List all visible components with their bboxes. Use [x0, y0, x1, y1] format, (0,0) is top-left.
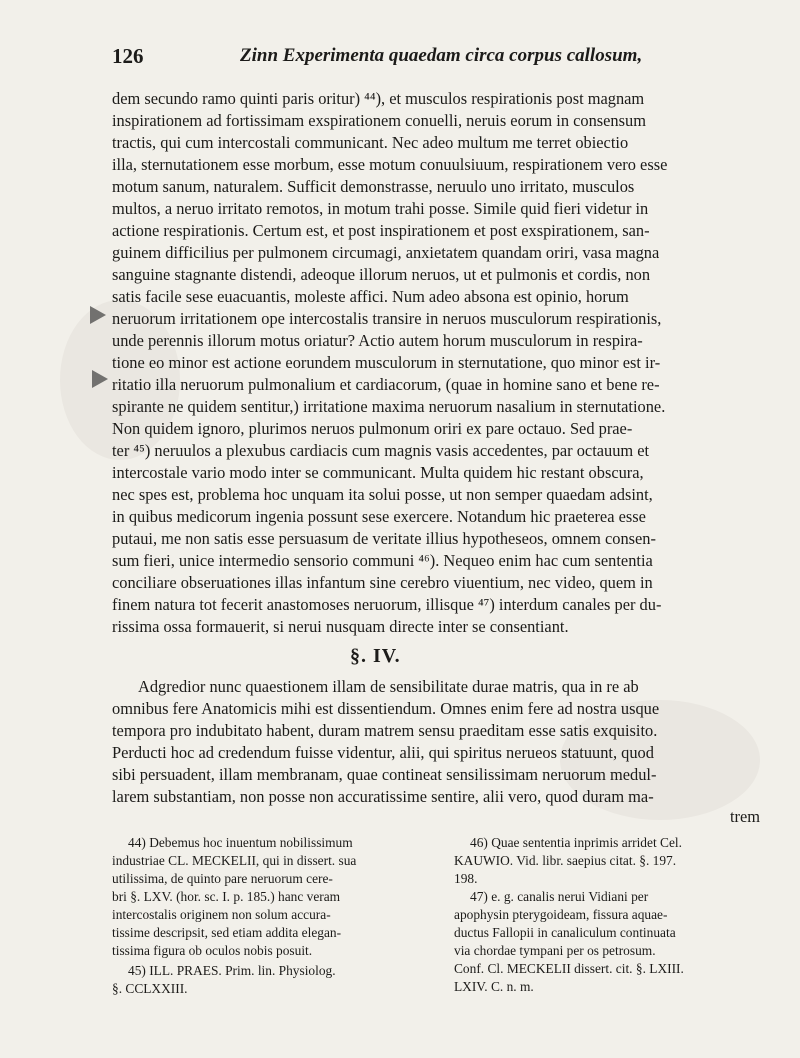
text-line: dem secundo ramo quinti paris oritur) ⁴⁴), et musculos respirationis post magnam — [112, 89, 645, 108]
text-line: spirante ne quidem sentitur,) irritatione maxima neruorum nasalium in sternutatione. — [112, 397, 666, 416]
text-line: larem substantiam, non posse non accuratissime sentire, alii vero, quod duram ma- — [112, 787, 654, 806]
text-line: in quibus medicorum ingenia possunt sese exercere. Notandum hic praeterea esse — [112, 507, 646, 526]
text-line: nec spes est, problema hoc unquam ita solui posse, ut non semper quaedam adsint, — [112, 485, 653, 504]
footnote-line: utilissima, de quinto pare neruorum cere- — [112, 871, 333, 886]
running-head: Zinn Experimenta quaedam circa corpus callosum, — [240, 45, 643, 66]
text-line: illa, sternutationem esse morbum, esse motum conuulsiuum, respirationem vero esse — [112, 155, 668, 174]
text-line: Non quidem ignoro, plurimos neruos pulmonum oriri ex pare octauo. Sed prae- — [112, 419, 633, 438]
footnote-line: 45) ILL. PRAES. Prim. lin. Physiolog. — [128, 963, 336, 978]
footnote-line: intercostalis originem non solum accura- — [112, 907, 331, 922]
footnote-line: tissima figura ob oculos nobis posuit. — [112, 943, 313, 958]
footnote-line: 44) Debemus hoc inuentum nobilissimum — [128, 835, 353, 850]
text-line: putaui, me non satis esse persuasum de veritate illius hypotheseos, omnem consen- — [112, 529, 656, 548]
text-line: actione respirationis. Certum est, et post inspirationem et post exspirationem, san- — [112, 221, 650, 240]
text-line: sum fieri, unice intermedio sensorio communi ⁴⁶). Nequeo enim hac cum sententia — [112, 551, 653, 570]
text-line: inspirationem ad fortissimam exspirationem conuelli, neruis eorum in consensum — [112, 111, 646, 130]
footnote-line: tissime descripsit, sed etiam addita elegan- — [112, 925, 342, 940]
footnote-line: 198. — [454, 871, 478, 886]
text-line: tione eo minor est actione eorundem musculorum in sternutatione, quo minor est ir- — [112, 353, 661, 372]
catchword: trem — [730, 807, 761, 826]
footnote-line: Conf. Cl. MECKELII dissert. cit. §. LXIII. — [454, 961, 684, 976]
text-line: tempora pro indubitato habent, duram matrem sensu praeditam esse satis exquisito. — [112, 721, 658, 740]
text-line: multos, a neruo irritato remotos, in motum trahi posse. Simile quid fieri videtur in — [112, 199, 649, 218]
text-line: conciliare obseruationes illas infantum sine cerebro viuentium, nec video, quem in — [112, 573, 653, 592]
footnote-line: 47) e. g. canalis nerui Vidiani per — [470, 889, 649, 904]
text-line: omnibus fere Anatomicis mihi est dissentiendum. Omnes enim fere ad nostra usque — [112, 699, 660, 718]
text-line: ter ⁴⁵) neruulos a plexubus cardiacis cum magnis vasis accedentes, par octauum et — [112, 441, 650, 460]
margin-mark-icon — [92, 370, 108, 388]
page-number: 126 — [112, 44, 144, 68]
footnote-line: LXIV. C. n. m. — [454, 979, 534, 994]
footnote-line: bri §. LXV. (hor. sc. I. p. 185.) hanc veram — [112, 889, 341, 904]
footnote-line: §. CCLXXIII. — [112, 981, 188, 996]
text-line: guinem difficilius per pulmonem circumagi, anxietatem quandam oriri, vasa magna — [112, 243, 660, 262]
footnote-line: industriae CL. MECKELII, qui in dissert. sua — [112, 853, 357, 868]
text-line: satis facile sese euacuantis, moleste affici. Num adeo absona est opinio, horum — [112, 287, 629, 306]
footnote-line: via chordae tympani per os petrosum. — [454, 943, 656, 958]
footnote-line: 46) Quae sententia inprimis arridet Cel. — [470, 835, 682, 850]
section-heading: §. IV. — [350, 645, 401, 667]
text-line: ritatio illa neruorum pulmonalium et cardiacorum, (quae in homine sano et bene re- — [112, 375, 660, 394]
text-line: tractis, qui cum intercostali communicant. Nec adeo multum me terret obiectio — [112, 133, 629, 152]
text-line: neruorum irritationem ope intercostalis transire in neruos musculorum respirationis, — [112, 309, 662, 328]
text-line: intercostale vario modo inter se communicant. Multa quidem hic restant obscura, — [112, 463, 644, 482]
text-line: unde perennis illorum motus oriatur? Actio autem horum musculorum in respira- — [112, 331, 643, 350]
footnote-line: ductus Fallopii in canaliculum continuata — [454, 925, 676, 940]
text-line: motum sanum, naturalem. Sufficit demonstrasse, neruulo uno irritato, musculos — [112, 177, 635, 196]
text-line: Perducti hoc ad credendum fuisse videntur, alii, qui spiritus nerueos statuunt, quod — [112, 743, 654, 762]
text-line: rissima ossa formauerit, si nerui nusquam directe inter se consentiant. — [112, 617, 569, 636]
footnote-line: KAUWIO. Vid. libr. saepius citat. §. 197. — [454, 853, 677, 868]
footnote-line: apophysin pterygoideam, fissura aquae- — [454, 907, 668, 922]
page-header — [112, 44, 772, 74]
text-line: Adgredior nunc quaestionem illam de sensibilitate durae matris, qua in re ab — [138, 677, 639, 696]
margin-mark-icon — [90, 306, 106, 324]
text-line: sibi persuadent, illam membranam, quae contineat sensilissimam neruorum medul- — [112, 765, 657, 784]
text-line: sanguine stagnante distendi, adeoque illorum neruos, ut et pulmonis et cordis, non — [112, 265, 651, 284]
text-line: finem natura tot fecerit anastomoses neruorum, illisque ⁴⁷) interdum canales per du- — [112, 595, 662, 614]
